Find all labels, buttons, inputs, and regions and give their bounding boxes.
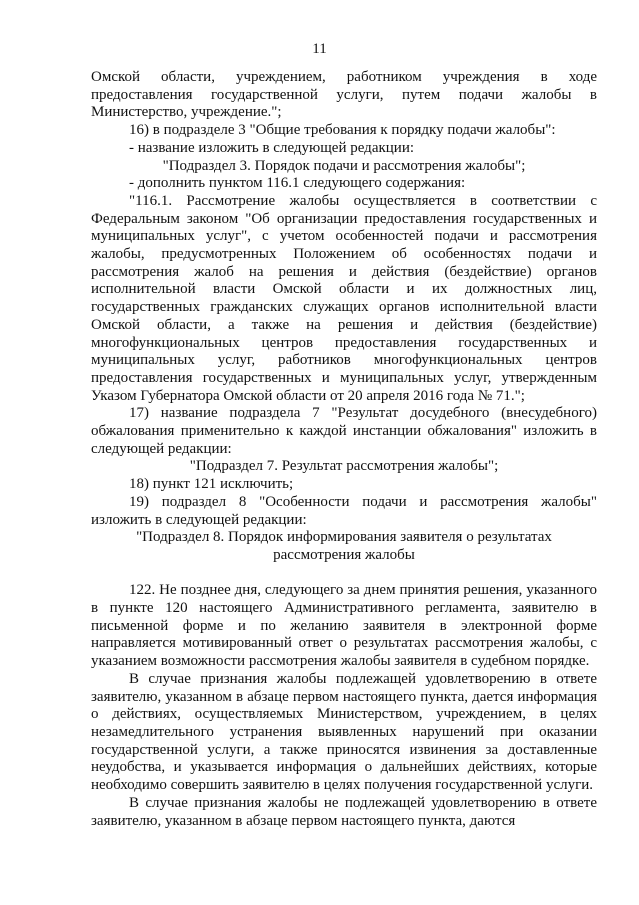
paragraph-item-18: 18) пункт 121 исключить; [129,476,294,493]
paragraph-item-17: 17) название подраздела 7 "Результат досудебного (внесудебного) обжалования применительно к каждой инстанции обжалования" изложить в следующей редакции: [91,405,597,457]
paragraph-116-1-text: "116.1. Рассмотрение жалобы осуществляется в соответствии с Федеральным законом "Об организации предоставления государственных и муниципальных услуг", с учетом особенностей подачи и рассмотрения жалобы, предусмотренных Положением об особенностях подачи и рассмотрения жалоб на решения и действия (бездействие) органов исполнительной власти Омской области и их должностных лиц, государственных гражданских служащих органов исполнительной власти Омской области, а также на решения и действия (бездействие) многофункциональных центров предоставления государственных и муниципальных услуг, работников многофункциональных центров предоставления государственных и муниципальных услуг, утвержденным Указом Губернатора Омской области от 20 апреля 2016 года № 71."; [91,192,597,404]
paragraph-item-19: 19) подраздел 8 "Особенности подачи и рассмотрения жалобы" изложить в следующей редакции: [91,493,597,528]
paragraph-continuation: Омской области, учреждением, работником учреждения в ходе предоставления государственной услуги, путем подачи жалобы в Министерство, учреждение."; [91,69,597,121]
paragraph-122: 122. Не позднее дня, следующего за днем принятия решения, указанного в пункте 120 настоящего Административного регламента, заявителю в письменной форме и по желанию заявителя в электронной форме направляется мотивированный ответ о результатах рассмотрения жалобы, с указанием возможности рассмотрения жалобы заявителя в судебном порядке. [91,582,597,670]
subsection-8-title-line-1: "Подраздел 8. Порядок информирования заявителя о результатах [136,529,552,546]
subsection-8-title-line-2: рассмотрения жалобы [273,546,415,563]
document-body [91,69,597,830]
paragraph-satisfied-complaint: В случае признания жалобы подлежащей удовлетворению в ответе заявителю, указанном в абзаце первом настоящего пункта, дается информация о действиях, осуществляемых Министерством, учреждением, в целях незамедлительного устранения выявленных нарушений при оказании государственной услуги, а также приносятся извинения за доставленные неудобства, и указывается информация о дальнейших действиях, которые необходимо совершить заявителю в целях получения государственной услуги. [91,670,597,794]
paragraph-add-116-1: - дополнить пунктом 116.1 следующего содержания: [129,175,466,192]
subsection-3-title: "Подраздел 3. Порядок подачи и рассмотрения жалобы"; [162,157,526,174]
paragraph-rename-instruction: - название изложить в следующей редакции: [129,139,415,156]
paragraph-unsatisfied-complaint: В случае признания жалобы не подлежащей удовлетворению в ответе заявителю, указанном в абзаце первом настоящего пункта, даются [91,794,597,829]
subsection-7-title: "Подраздел 7. Результат рассмотрения жалобы"; [189,458,499,475]
page-number: 11 [312,41,327,57]
paragraph-item-16: 16) в подразделе 3 "Общие требования к порядку подачи жалобы": [129,122,556,139]
